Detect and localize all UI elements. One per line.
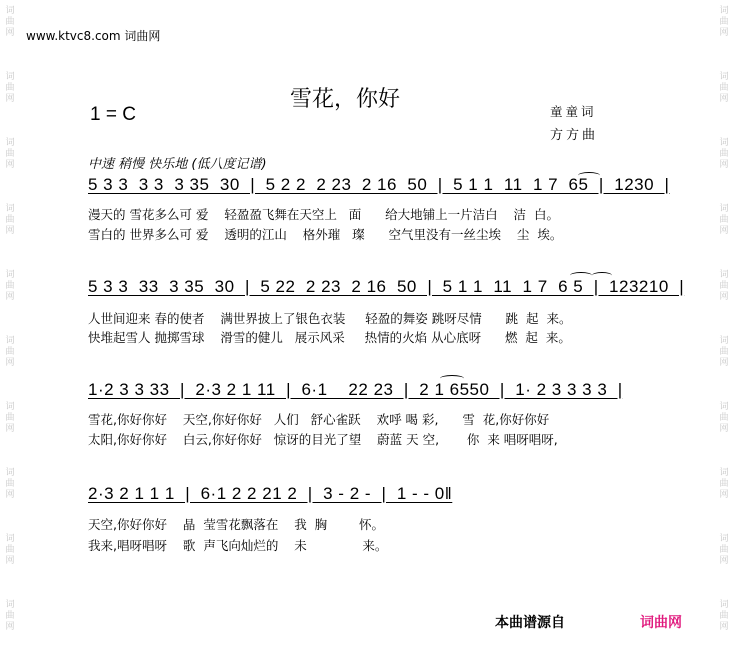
watermark-group [717,72,731,138]
notation-line-4: 2·3 2 1 1 1 | 6·1 2 2 21 2 | 3 - 2 - | 1 - - 0‖ [88,484,453,503]
song-title: 雪花，你好 [290,87,401,112]
watermark-char: 网 [5,292,15,302]
watermark-char: 词 [5,534,15,544]
watermark-char: 词 [5,600,15,610]
side-watermark-right [717,0,731,659]
notation-line-2: 5 3 3 33 3 35 30 | 5 22 2 23 2 16 50 | 5 1 1 11 1 7 6 5 | 123210 | [88,277,685,296]
watermark-char: 曲 [719,479,729,489]
watermark-char: 网 [5,490,15,500]
watermark-char: 曲 [5,479,15,489]
watermark-char: 词 [719,270,729,280]
watermark-char: 词 [5,204,15,214]
slur-mark [570,272,592,279]
watermark-char: 词 [719,204,729,214]
watermark-char: 词 [719,6,729,16]
watermark-char: 网 [5,28,15,38]
lyrics-line-1b: 雪白的 世界多么可 爱 透明的江山 格外璀 璨 空气里没有一丝尘埃 尘 埃。 [88,227,563,242]
watermark-group [717,0,731,72]
watermark-group [3,468,17,534]
watermark-char: 词 [719,72,729,82]
watermark-group [717,138,731,204]
tempo-marking: 中速 稍慢 快乐地 (低八度记谱) [88,157,267,172]
lyrics-line-4b: 我来,唱呀唱呀 歌 声飞向灿烂的 未 来。 [88,538,388,553]
watermark-char: 曲 [719,611,729,621]
watermark-char: 曲 [5,347,15,357]
lyrics-line-3a: 雪花,你好你好 天空,你好你好 人们 舒心雀跃 欢呼 喝 彩, 雪 花,你好你好 [88,412,550,427]
watermark-char: 网 [719,28,729,38]
watermark-char: 网 [719,490,729,500]
watermark-char: 网 [719,358,729,368]
watermark-char: 网 [719,94,729,104]
watermark-char: 网 [719,160,729,170]
notation-line-3: 1·2 3 3 33 | 2·3 2 1 11 | 6·1 22 23 | 2 1 6550 | 1· 2 3 3 3 3 | [88,380,623,399]
watermark-char: 词 [5,72,15,82]
watermark-char: 网 [719,226,729,236]
watermark-group [3,270,17,336]
watermark-char: 词 [5,402,15,412]
watermark-char: 曲 [719,17,729,27]
slur-mark [440,375,464,382]
composer-credit: 方方曲 [550,128,599,143]
source-logo[interactable]: 词曲网 [640,615,682,631]
watermark-group [3,0,17,72]
watermark-group [717,402,731,468]
watermark-char: 词 [719,402,729,412]
watermark-group [3,138,17,204]
watermark-char: 网 [5,160,15,170]
watermark-char: 网 [5,622,15,632]
watermark-char: 曲 [719,413,729,423]
watermark-char: 曲 [719,215,729,225]
lyrics-line-2a: 人世间迎来 春的使者 满世界披上了银色衣装 轻盈的舞姿 跳呀尽情 跳 起 来。 [88,311,572,326]
watermark-char: 网 [5,226,15,236]
watermark-group [3,72,17,138]
lyrics-line-1a: 漫天的 雪花多么可 爱 轻盈盈飞舞在天空上 面 给大地铺上一片洁白 洁 白。 [88,207,559,222]
lyrics-line-4a: 天空,你好你好 晶 莹雪花飘落在 我 胸 怀。 [88,517,384,532]
watermark-char: 网 [719,556,729,566]
watermark-char: 词 [5,6,15,16]
watermark-char: 曲 [5,611,15,621]
watermark-group [3,600,17,659]
watermark-group [3,204,17,270]
watermark-char: 曲 [5,17,15,27]
watermark-char: 网 [5,424,15,434]
watermark-group [717,468,731,534]
watermark-char: 网 [5,556,15,566]
watermark-char: 词 [5,270,15,280]
watermark-group [717,270,731,336]
watermark-char: 网 [719,292,729,302]
watermark-char: 曲 [719,83,729,93]
watermark-group [3,336,17,402]
watermark-char: 词 [719,336,729,346]
lyrics-line-3b: 太阳,你好你好 白云,你好你好 惊讶的目光了望 蔚蓝 天 空, 你 来 唱呀唱呀, [88,432,558,447]
watermark-char: 曲 [5,215,15,225]
watermark-group [717,336,731,402]
source-label: 本曲谱源自 [495,615,565,631]
watermark-char: 词 [719,138,729,148]
watermark-char: 曲 [719,545,729,555]
side-watermark-left [3,0,17,659]
watermark-char: 词 [719,468,729,478]
lyricist-credit: 童童词 [550,104,597,119]
notation-line-1: 5 3 3 3 3 3 35 30 | 5 2 2 2 23 2 16 50 | 5 1 1 11 1 7 65 | 1230 | [88,175,670,194]
watermark-char: 曲 [5,413,15,423]
lyrics-line-2b: 快堆起雪人 抛掷雪球 滑雪的健儿 展示风采 热情的火焰 从心底呀 燃 起 来。 [88,330,571,345]
site-url: www.ktvc8.com 词曲网 [26,29,161,43]
watermark-char: 曲 [5,281,15,291]
watermark-char: 网 [5,94,15,104]
watermark-char: 曲 [719,281,729,291]
key-signature: 1 = C [90,104,136,125]
watermark-char: 网 [719,424,729,434]
slur-mark [578,172,600,179]
watermark-char: 词 [719,600,729,610]
watermark-char: 词 [719,534,729,544]
slur-mark [592,272,612,279]
watermark-char: 网 [5,358,15,368]
watermark-char: 曲 [719,347,729,357]
watermark-char: 曲 [719,149,729,159]
watermark-group [717,204,731,270]
watermark-group [3,402,17,468]
watermark-char: 词 [5,336,15,346]
watermark-char: 词 [5,138,15,148]
watermark-char: 网 [719,622,729,632]
watermark-char: 曲 [5,545,15,555]
watermark-group [3,534,17,600]
watermark-group [717,534,731,600]
watermark-char: 曲 [5,83,15,93]
watermark-char: 曲 [5,149,15,159]
watermark-char: 词 [5,468,15,478]
watermark-group [717,600,731,659]
